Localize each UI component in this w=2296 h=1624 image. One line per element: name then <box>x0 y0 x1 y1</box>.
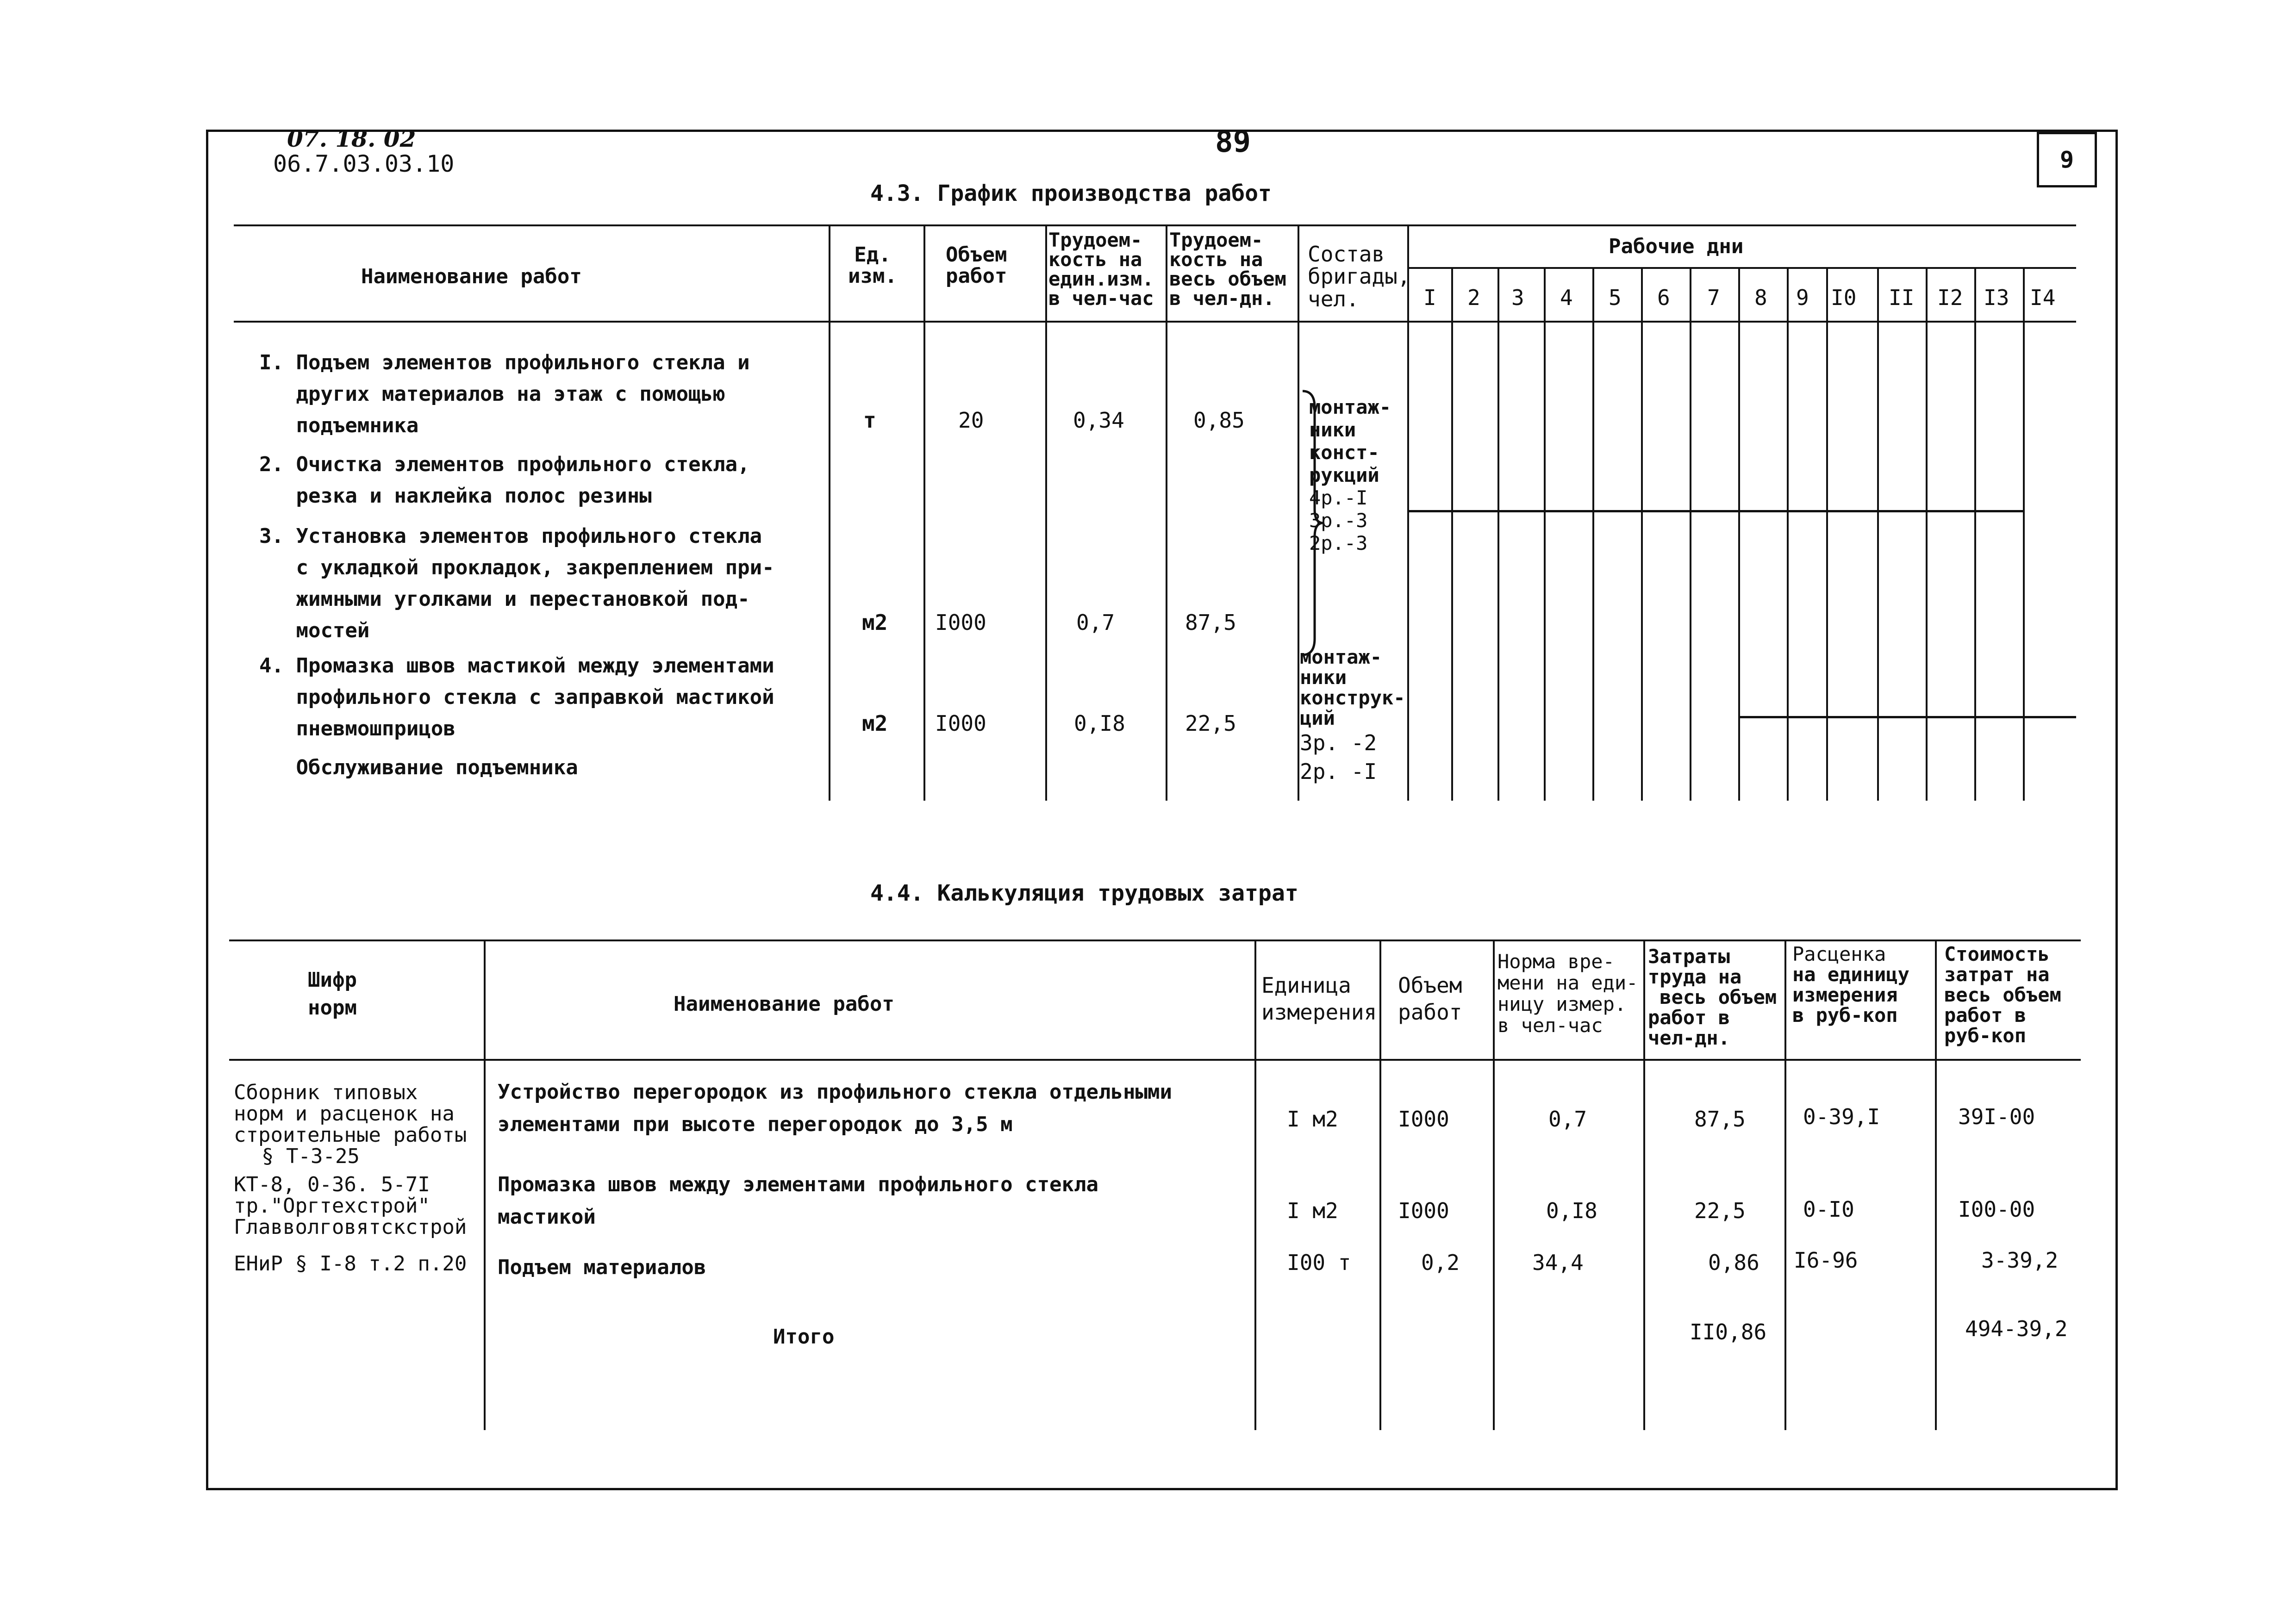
header-line: в чел-дн. <box>1169 287 1275 310</box>
day-number: 7 <box>1707 285 1720 310</box>
code-line: § Т-3-25 <box>262 1145 360 1168</box>
day-col-line <box>2023 267 2025 801</box>
day-number: I3 <box>1984 285 2009 310</box>
calc-code-1 <box>234 1082 467 1167</box>
calc-row1-labor: 87,5 <box>1694 1107 1746 1132</box>
work-line: с укладкой прокладок, закреплением при- <box>259 556 774 579</box>
header-line: в руб-коп <box>1792 1004 1898 1027</box>
schedule-col-line <box>923 224 925 801</box>
day-number: 3 <box>1511 285 1524 310</box>
calc-row1-name <box>498 1076 1172 1141</box>
page-number-center: 89 <box>1215 125 1251 159</box>
day-number: 2 <box>1467 285 1480 310</box>
header-line: труда на <box>1648 965 1742 988</box>
day-col-line <box>1690 267 1691 801</box>
header-line: чел. <box>1308 286 1359 311</box>
schedule-row2-unit: м2 <box>862 610 888 635</box>
calc-col-line <box>1784 940 1786 1430</box>
calc-code-2 <box>234 1174 467 1238</box>
crew-group-1 <box>1309 396 1391 554</box>
calc-header-labor <box>1648 946 1777 1048</box>
page-frame <box>206 130 2118 1490</box>
day-col-line <box>1877 267 1879 801</box>
schedule-row3-unit: м2 <box>862 711 888 736</box>
document-code: 06.7.03.03.10 <box>273 150 455 177</box>
day-number: 8 <box>1754 285 1767 310</box>
calc-top-line <box>229 940 2081 941</box>
page-number-box-text: 9 <box>2059 146 2074 173</box>
day-number: 5 <box>1609 285 1622 310</box>
gantt-bar <box>1407 510 2023 512</box>
header-line: Затраты <box>1648 945 1730 968</box>
crew-line: 4р.-I <box>1309 486 1368 509</box>
schedule-header-volume <box>946 244 1007 287</box>
day-col-line <box>1592 267 1594 801</box>
schedule-header-days: Рабочие дни <box>1609 235 1744 258</box>
header-line: Трудоем- <box>1048 229 1142 251</box>
header-line: Объем <box>946 243 1007 267</box>
day-col-line <box>1974 267 1976 801</box>
calc-row1-unit: I м2 <box>1287 1107 1338 1132</box>
schedule-row3-labor-total: 22,5 <box>1185 711 1236 736</box>
calc-row3-name: Подъем материалов <box>498 1256 706 1279</box>
handwritten-code: 07. 18. 02 <box>287 125 416 152</box>
schedule-row1-labor-total: 0,85 <box>1193 408 1245 433</box>
code-line: Главволговятскстрой <box>234 1215 467 1239</box>
day-col-line <box>1497 267 1499 801</box>
work-line: резка и наклейка полос резины <box>259 484 652 508</box>
code-line: КТ-8, 0-36. 5-7I <box>234 1173 430 1196</box>
crew-line: конст- <box>1309 441 1379 464</box>
calc-row2-norm: 0,I8 <box>1546 1198 1597 1223</box>
header-line: Шифр <box>308 968 357 992</box>
header-line: измерения <box>1792 983 1898 1006</box>
schedule-row1-labor-unit: 0,34 <box>1073 408 1124 433</box>
day-col-line <box>1544 267 1546 801</box>
schedule-header-labor-unit <box>1048 230 1154 308</box>
header-line: Расценка <box>1792 943 1886 965</box>
header-line: измерения <box>1261 1000 1377 1025</box>
day-col-line <box>1826 267 1828 801</box>
day-col-line <box>1451 267 1453 801</box>
work-line: 2. Очистка элементов профильного стекла, <box>259 453 750 476</box>
schedule-header-name: Наименование работ <box>361 265 582 288</box>
crew-line: конструк- <box>1300 686 1405 709</box>
schedule-row1-unit: т <box>863 408 876 433</box>
day-number: 6 <box>1657 285 1670 310</box>
name-line: Промазка швов между элементами профильного стекла <box>498 1173 1099 1196</box>
schedule-header-unit <box>848 244 897 287</box>
day-number: 4 <box>1560 285 1573 310</box>
calc-row3-rate: I6-96 <box>1794 1248 1858 1273</box>
work-line: профильного стекла с заправкой мастикой <box>259 685 774 709</box>
crew-line: ники <box>1309 418 1356 441</box>
header-line: Трудоем- <box>1169 229 1263 251</box>
header-line: весь объем <box>1944 983 2061 1006</box>
schedule-col-line <box>1045 224 1047 801</box>
day-number: 9 <box>1796 285 1809 310</box>
calc-row2-volume: I000 <box>1398 1198 1449 1223</box>
calc-row3-unit: I00 т <box>1287 1250 1351 1275</box>
schedule-work-3 <box>259 521 774 647</box>
calc-row2-name <box>498 1169 1098 1233</box>
day-col-line <box>1787 267 1789 801</box>
header-line: в чел-час <box>1497 1014 1603 1037</box>
calc-col-line <box>1935 940 1937 1430</box>
code-line: норм и расценок на <box>234 1102 455 1126</box>
header-line: Ед. <box>854 243 891 267</box>
day-number: II <box>1889 285 1915 310</box>
calc-header-code <box>308 966 357 1022</box>
schedule-row3-labor-unit: 0,I8 <box>1074 711 1125 736</box>
calc-row3-norm: 34,4 <box>1532 1250 1584 1275</box>
header-line: работ <box>1398 1000 1462 1025</box>
work-line: других материалов на этаж с помощью <box>259 382 725 406</box>
schedule-work-2 <box>259 449 750 512</box>
header-line: работ в <box>1944 1004 2027 1027</box>
crew-line: рукций <box>1309 464 1379 486</box>
header-line: Единица <box>1261 973 1351 998</box>
calc-row3-volume: 0,2 <box>1421 1250 1460 1275</box>
crew-line: 2р.-3 <box>1309 532 1368 554</box>
calc-header-unit <box>1261 972 1377 1026</box>
header-line: весь объем <box>1169 268 1286 290</box>
header-line: бригады, <box>1308 264 1410 289</box>
calc-header-volume <box>1398 972 1462 1026</box>
work-line: 4. Промазка швов мастикой между элементами <box>259 654 774 678</box>
name-line: мастикой <box>498 1205 596 1229</box>
calc-row2-cost: I00-00 <box>1958 1197 2035 1222</box>
calc-header-name: Наименование работ <box>674 992 894 1016</box>
day-col-line <box>1926 267 1928 801</box>
crew-line: ники <box>1300 666 1347 689</box>
crew-line: монтаж- <box>1300 646 1382 668</box>
calc-row1-volume: I000 <box>1398 1107 1449 1132</box>
code-line: строительные работы <box>234 1123 467 1147</box>
calc-code-3: ЕНиР § I-8 т.2 п.20 <box>234 1252 467 1276</box>
schedule-header-crew <box>1308 243 1410 310</box>
day-number: I0 <box>1831 285 1857 310</box>
header-line: изм. <box>848 264 897 288</box>
calc-row1-rate: 0-39,I <box>1803 1104 1880 1129</box>
header-line: Состав <box>1308 242 1385 267</box>
header-line: мени на еди- <box>1497 971 1638 994</box>
schedule-col-line <box>829 224 830 801</box>
header-line: един.изм. <box>1048 268 1154 290</box>
calc-col-line <box>1643 940 1645 1430</box>
header-line: на единицу <box>1792 963 1909 986</box>
work-line: 3. Установка элементов профильного стекла <box>259 524 762 548</box>
calc-row2-labor: 22,5 <box>1694 1198 1746 1223</box>
schedule-row2-volume: I000 <box>935 610 986 635</box>
calc-row3-labor: 0,86 <box>1708 1250 1759 1275</box>
day-number: I <box>1423 285 1436 310</box>
schedule-col-line <box>1166 224 1167 801</box>
day-number: I2 <box>1937 285 1963 310</box>
calc-header-bottom-line <box>229 1059 2081 1061</box>
schedule-work-1 <box>259 347 750 442</box>
crew-line: 2р. -I <box>1300 759 1377 784</box>
calc-total-labor: II0,86 <box>1690 1319 1767 1344</box>
gantt-bar <box>1738 716 2076 718</box>
schedule-top-line <box>234 224 2076 226</box>
header-line: ницу измер. <box>1497 993 1627 1015</box>
name-line: элементами при высоте перегородок до 3,5 м <box>498 1113 1013 1136</box>
calculation-title: 4.4. Калькуляция трудовых затрат <box>870 880 1298 906</box>
schedule-row2-labor-unit: 0,7 <box>1076 610 1115 635</box>
calc-col-line <box>484 940 486 1430</box>
calc-row2-unit: I м2 <box>1287 1198 1338 1223</box>
work-line: жимными уголками и перестановкой под- <box>259 587 750 611</box>
calc-row2-rate: 0-I0 <box>1803 1197 1854 1222</box>
day-number: I4 <box>2030 285 2056 310</box>
header-line: Норма вре- <box>1497 950 1615 973</box>
header-line: весь объем <box>1648 986 1777 1008</box>
name-line: Устройство перегородок из профильного стекла отдельными <box>498 1080 1172 1104</box>
code-line: Сборник типовых <box>234 1081 418 1104</box>
calc-col-line <box>1254 940 1256 1430</box>
schedule-row3-volume: I000 <box>935 711 986 736</box>
calc-row1-cost: 39I-00 <box>1958 1104 2035 1129</box>
schedule-title: 4.3. График производства работ <box>870 180 1272 206</box>
header-line: норм <box>308 996 357 1020</box>
work-line: I. Подъем элементов профильного стекла и <box>259 351 750 374</box>
schedule-row2-labor-total: 87,5 <box>1185 610 1236 635</box>
day-col-line <box>1738 267 1740 801</box>
schedule-header-labor-total <box>1169 230 1286 308</box>
work-line: мостей <box>259 619 370 642</box>
crew-line: монтаж- <box>1309 396 1391 418</box>
header-line: в чел-час <box>1048 287 1154 310</box>
code-line: тр."Оргтехстрой" <box>234 1194 430 1218</box>
day-col-line <box>1641 267 1643 801</box>
header-line: работ в <box>1648 1006 1730 1029</box>
header-line: Стоимость <box>1944 943 2050 965</box>
schedule-row1-volume: 20 <box>958 408 984 433</box>
header-line: чел-дн. <box>1648 1027 1730 1049</box>
crew-line: 3р.-3 <box>1309 509 1368 532</box>
schedule-col-line <box>1407 224 1409 801</box>
page-number-box <box>2037 132 2097 187</box>
calc-row1-norm: 0,7 <box>1548 1107 1587 1132</box>
header-line: затрат на <box>1944 963 2050 986</box>
work-line: подъемника <box>259 414 419 437</box>
crew-line: 3р. -2 <box>1300 730 1377 755</box>
calc-total-cost: 494-39,2 <box>1965 1316 2068 1341</box>
calc-total-label: Итого <box>773 1325 835 1349</box>
calc-header-cost <box>1944 944 2061 1046</box>
schedule-work-4 <box>259 650 774 745</box>
header-line: кость на <box>1048 248 1142 271</box>
schedule-header-bottom-line <box>234 321 2076 323</box>
header-line: руб-коп <box>1944 1024 2027 1047</box>
schedule-work-5 <box>259 752 578 784</box>
calc-header-norm <box>1497 951 1638 1036</box>
crew-line: ций <box>1300 707 1335 729</box>
crew-group-2 <box>1300 647 1405 786</box>
calc-row3-cost: 3-39,2 <box>1981 1248 2059 1273</box>
work-line: пневмошприцов <box>259 717 455 740</box>
calc-col-line <box>1493 940 1495 1430</box>
calc-header-rate <box>1792 944 1909 1026</box>
header-line: Объем <box>1398 973 1462 998</box>
header-line: работ <box>946 264 1007 288</box>
work-line: Обслуживание подъемника <box>259 756 578 779</box>
header-line: кость на <box>1169 248 1263 271</box>
calc-col-line <box>1379 940 1381 1430</box>
